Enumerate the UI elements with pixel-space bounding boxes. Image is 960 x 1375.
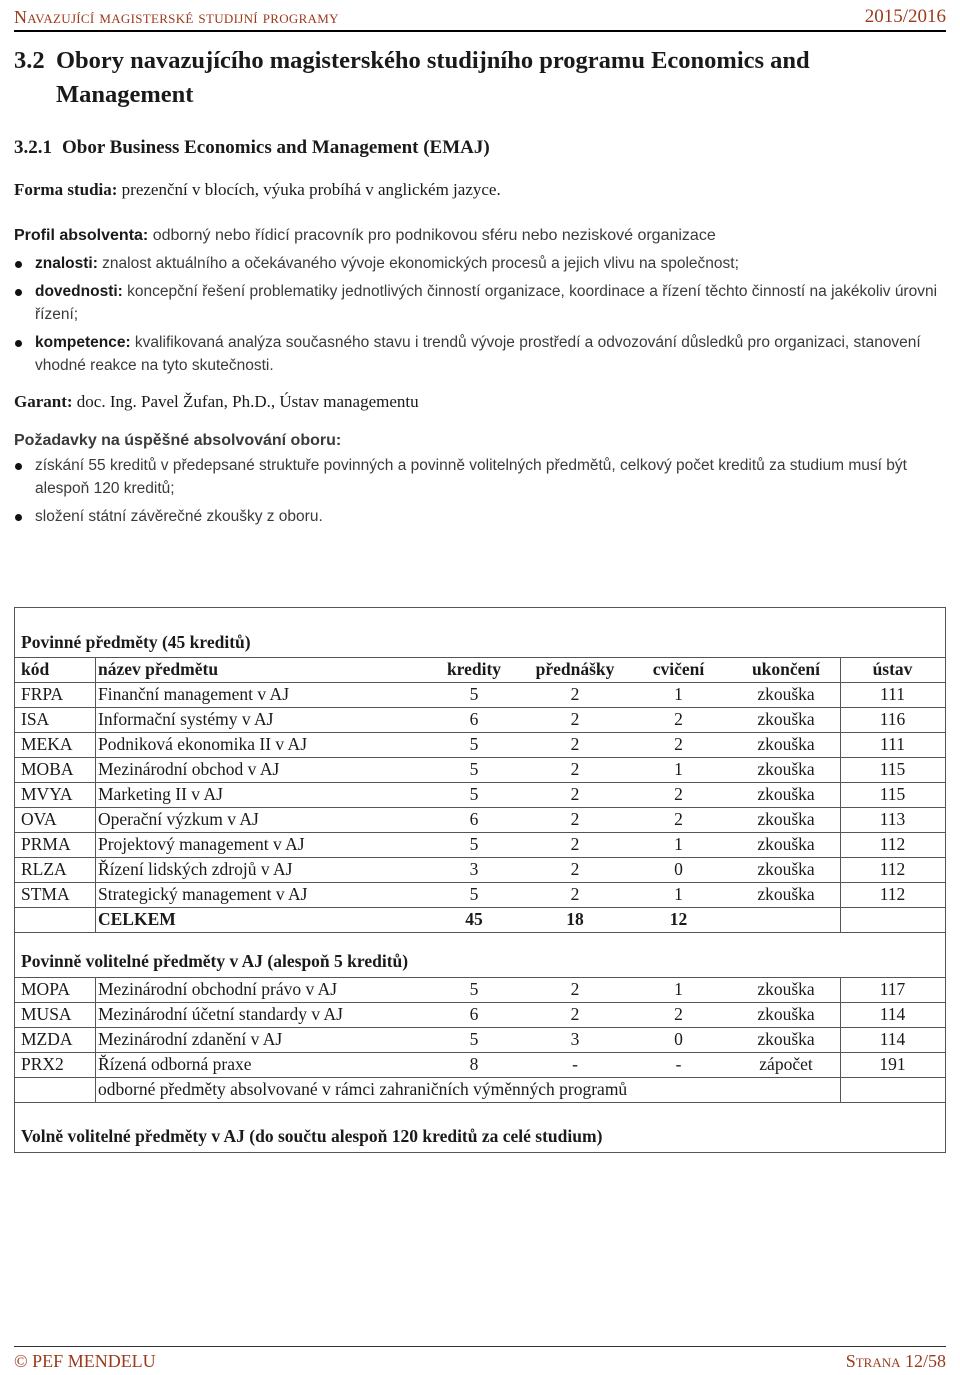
course-code: RLZA: [21, 859, 67, 879]
subsection-number: 3.2.1: [14, 137, 52, 158]
course-credits: 6: [469, 1004, 479, 1024]
course-lectures: 2: [570, 759, 580, 779]
table-row: [15, 1052, 945, 1077]
course-lectures: přednášky: [535, 659, 615, 679]
section-title: [14, 44, 946, 112]
course-name: název předmětu: [98, 659, 219, 679]
course-name: Podniková ekonomika II v AJ: [98, 734, 308, 754]
course-institute: 112: [879, 834, 906, 854]
course-lectures: 2: [570, 834, 580, 854]
course-name: Informační systémy v AJ: [98, 709, 274, 729]
course-institute: 114: [879, 1004, 906, 1024]
course-code: STMA: [21, 884, 70, 904]
course-institute: 111: [880, 684, 905, 704]
profile-item-label: kompetence:: [35, 334, 131, 351]
course-completion: zkouška: [757, 734, 815, 754]
course-completion: zkouška: [757, 1029, 815, 1049]
course-code: MUSA: [21, 1004, 72, 1024]
course-credits: 5: [469, 1029, 479, 1049]
course-exercises: 1: [674, 684, 683, 704]
course-lectures: 3: [570, 1029, 580, 1049]
table-header-row: [15, 657, 945, 682]
course-exercises: 1: [674, 759, 683, 779]
course-credits: 6: [469, 809, 479, 829]
bullet-icon: [15, 340, 22, 347]
course-lectures: 18: [566, 909, 584, 929]
course-credits: 5: [469, 834, 479, 854]
course-institute: 114: [879, 1029, 906, 1049]
footer-page-number: Strana 12/58: [845, 1350, 946, 1371]
course-credits: 5: [469, 979, 479, 999]
profile-item-text: znalost aktuálního a očekávaného vývoje ekonomických procesů a jejich vlivu na společnost;: [97, 255, 739, 272]
course-completion: zkouška: [757, 834, 815, 854]
elective-courses-title: Povinně volitelné předměty v AJ (alespoň 5 kreditů): [21, 951, 409, 971]
requirements: [14, 432, 946, 528]
table-row: [15, 782, 945, 807]
course-name: CELKEM: [98, 909, 176, 929]
course-name: Mezinárodní obchodní právo v AJ: [98, 979, 338, 999]
course-name: Mezinárodní účetní standardy v AJ: [98, 1004, 343, 1024]
course-lectures: 2: [570, 859, 580, 879]
course-credits: 5: [469, 759, 479, 779]
table-row: [15, 882, 945, 907]
course-lectures: -: [572, 1054, 578, 1074]
course-credits: kredity: [446, 659, 502, 679]
course-institute: ústav: [872, 659, 913, 679]
table-row: [15, 1027, 945, 1052]
course-credits: 8: [469, 1054, 479, 1074]
page-footer: [14, 1346, 946, 1375]
course-code: MEKA: [21, 734, 73, 754]
course-code: MOPA: [21, 979, 70, 999]
course-lectures: 2: [570, 1004, 580, 1024]
course-institute: 116: [879, 709, 906, 729]
course-name: Strategický management v AJ: [98, 884, 308, 904]
course-lectures: 2: [570, 734, 580, 754]
profile-label: Profil absolventa:: [14, 227, 149, 244]
course-credits: 5: [469, 784, 479, 804]
course-completion: zkouška: [757, 859, 815, 879]
course-completion: zápočet: [759, 1054, 813, 1074]
course-name: Marketing II v AJ: [98, 784, 223, 804]
course-credits: 45: [465, 909, 483, 929]
course-name: Řízení lidských zdrojů v AJ: [98, 859, 293, 879]
course-completion: zkouška: [757, 979, 815, 999]
course-credits: 5: [469, 684, 479, 704]
course-lectures: 2: [570, 979, 580, 999]
course-institute: 111: [880, 734, 905, 754]
course-exercises: cvičení: [652, 659, 705, 679]
page-content: [14, 44, 946, 533]
table-row: [15, 857, 945, 882]
study-form-label: Forma studia:: [14, 180, 118, 199]
requirements-title: Požadavky na úspěšné absolvování oboru:: [14, 432, 342, 449]
table-row: [15, 977, 945, 1002]
graduate-profile: [14, 224, 946, 377]
course-completion: ukončení: [751, 659, 821, 679]
course-lectures: 2: [570, 809, 580, 829]
course-lectures: 2: [570, 709, 580, 729]
course-institute: 115: [879, 784, 906, 804]
table-column-divider: [840, 657, 841, 932]
course-completion: zkouška: [757, 759, 815, 779]
course-code: MOBA: [21, 759, 74, 779]
profile-text: odborný nebo řídicí pracovník pro podnikovou sféru nebo neziskové organizace: [148, 227, 716, 244]
subsection-title: [14, 136, 946, 160]
course-exercises: 2: [674, 784, 683, 804]
course-institute: 112: [879, 859, 906, 879]
section-title-text: Obory navazujícího magisterského studijního programu Economics and Management: [56, 47, 810, 108]
course-name: Mezinárodní obchod v AJ: [98, 759, 280, 779]
course-name: Projektový management v AJ: [98, 834, 305, 854]
requirements-list: [14, 454, 946, 528]
table-row-divider: [15, 932, 945, 933]
course-name: Mezinárodní zdanění v AJ: [98, 1029, 283, 1049]
course-exercises: 1: [674, 884, 683, 904]
course-code: kód: [21, 659, 50, 679]
table-row: [15, 832, 945, 857]
course-institute: 113: [879, 809, 906, 829]
study-form: [14, 178, 946, 202]
course-completion: zkouška: [757, 1004, 815, 1024]
table-total-row: [15, 907, 945, 932]
table-row: [15, 707, 945, 732]
profile-item-skills: [14, 280, 946, 326]
garant-label: Garant:: [14, 392, 73, 411]
course-credits: 5: [469, 884, 479, 904]
course-name: Finanční management v AJ: [98, 684, 290, 704]
course-exercises: 2: [674, 734, 683, 754]
requirement-text: složení státní závěrečné zkoušky z oboru.: [35, 508, 323, 525]
table-column-divider: [95, 977, 96, 1102]
mandatory-courses-title: Povinné předměty (45 kreditů): [21, 632, 251, 652]
course-code: FRPA: [21, 684, 64, 704]
courses-table: [14, 607, 946, 1153]
table-row: [15, 1002, 945, 1027]
requirement-text: získání 55 kreditů v předepsané struktuře povinných a povinně volitelných předmětů, celkový počet kreditů za studium musí být alespoň 120 kreditů;: [35, 457, 907, 497]
elective-note: odborné předměty absolvované v rámci zahraničních výměnných programů: [98, 1079, 628, 1099]
requirement-item: [14, 454, 946, 500]
table-row: [15, 807, 945, 832]
profile-item-label: dovednosti:: [35, 283, 123, 300]
course-exercises: 0: [674, 1029, 683, 1049]
table-row: [15, 757, 945, 782]
course-institute: 191: [879, 1054, 906, 1074]
table-column-divider: [840, 977, 841, 1102]
course-institute: 112: [879, 884, 906, 904]
bullet-icon: [15, 514, 22, 521]
table-row: [15, 682, 945, 707]
course-institute: 117: [879, 979, 906, 999]
course-exercises: -: [675, 1054, 682, 1074]
profile-item-text: kvalifikovaná analýza současného stavu i trendů vývoje prostředí a odvozování důsledků pro organizaci, stanovení vhodné reakce na tyto skutečnosti.: [35, 334, 921, 374]
course-name: Řízená odborná praxe: [98, 1054, 252, 1074]
course-code: PRMA: [21, 834, 71, 854]
profile-item-text: koncepční řešení problematiky jednotlivých činností organizace, koordinace a řízení těchto činností na jakékoliv úrovni řízení;: [35, 283, 938, 323]
course-code: MVYA: [21, 784, 73, 804]
course-completion: zkouška: [757, 684, 815, 704]
header-academic-year: 2015/2016: [864, 6, 946, 27]
course-exercises: 12: [669, 909, 688, 929]
section-number: 3.2: [14, 47, 45, 74]
course-credits: 5: [469, 734, 479, 754]
course-code: OVA: [21, 809, 57, 829]
elective-note-row: [15, 1077, 945, 1102]
course-credits: 3: [469, 859, 479, 879]
bullet-icon: [15, 289, 22, 296]
profile-item-label: znalosti:: [35, 255, 98, 272]
course-exercises: 0: [674, 859, 683, 879]
garant-text: doc. Ing. Pavel Žufan, Ph.D., Ústav managementu: [72, 392, 419, 411]
table-row: [15, 732, 945, 757]
subsection-title-text: Obor Business Economics and Management (EMAJ): [62, 137, 490, 158]
profile-item-competences: [14, 331, 946, 377]
header-program-title: Navazující magisterské studijní programy: [14, 7, 339, 27]
footer-copyright: © PEF MENDELU: [14, 1350, 156, 1371]
table-row-divider: [15, 1102, 945, 1103]
course-institute: 115: [879, 759, 906, 779]
course-code: MZDA: [21, 1029, 73, 1049]
requirement-item: [14, 505, 946, 528]
running-header: [14, 0, 946, 32]
course-exercises: 2: [674, 709, 683, 729]
course-exercises: 1: [674, 834, 683, 854]
study-form-text: prezenční v blocích, výuka probíhá v anglickém jazyce.: [117, 180, 501, 199]
course-completion: zkouška: [757, 884, 815, 904]
bullet-icon: [15, 261, 22, 268]
free-courses-title: Volně volitelné předměty v AJ (do součtu alespoň 120 kreditů za celé studium): [21, 1126, 603, 1146]
course-credits: 6: [469, 709, 479, 729]
profile-list: [14, 252, 946, 377]
course-completion: zkouška: [757, 784, 815, 804]
course-lectures: 2: [570, 684, 580, 704]
garant: [14, 390, 946, 414]
course-name: Operační výzkum v AJ: [98, 809, 259, 829]
course-exercises: 2: [674, 809, 683, 829]
course-completion: zkouška: [757, 709, 815, 729]
course-code: PRX2: [21, 1054, 64, 1074]
bullet-icon: [15, 463, 22, 470]
course-exercises: 2: [674, 1004, 683, 1024]
course-code: ISA: [21, 709, 50, 729]
profile-item-knowledge: [14, 252, 946, 275]
course-exercises: 1: [674, 979, 683, 999]
course-completion: zkouška: [757, 809, 815, 829]
course-lectures: 2: [570, 884, 580, 904]
table-column-divider: [95, 657, 96, 932]
course-lectures: 2: [570, 784, 580, 804]
